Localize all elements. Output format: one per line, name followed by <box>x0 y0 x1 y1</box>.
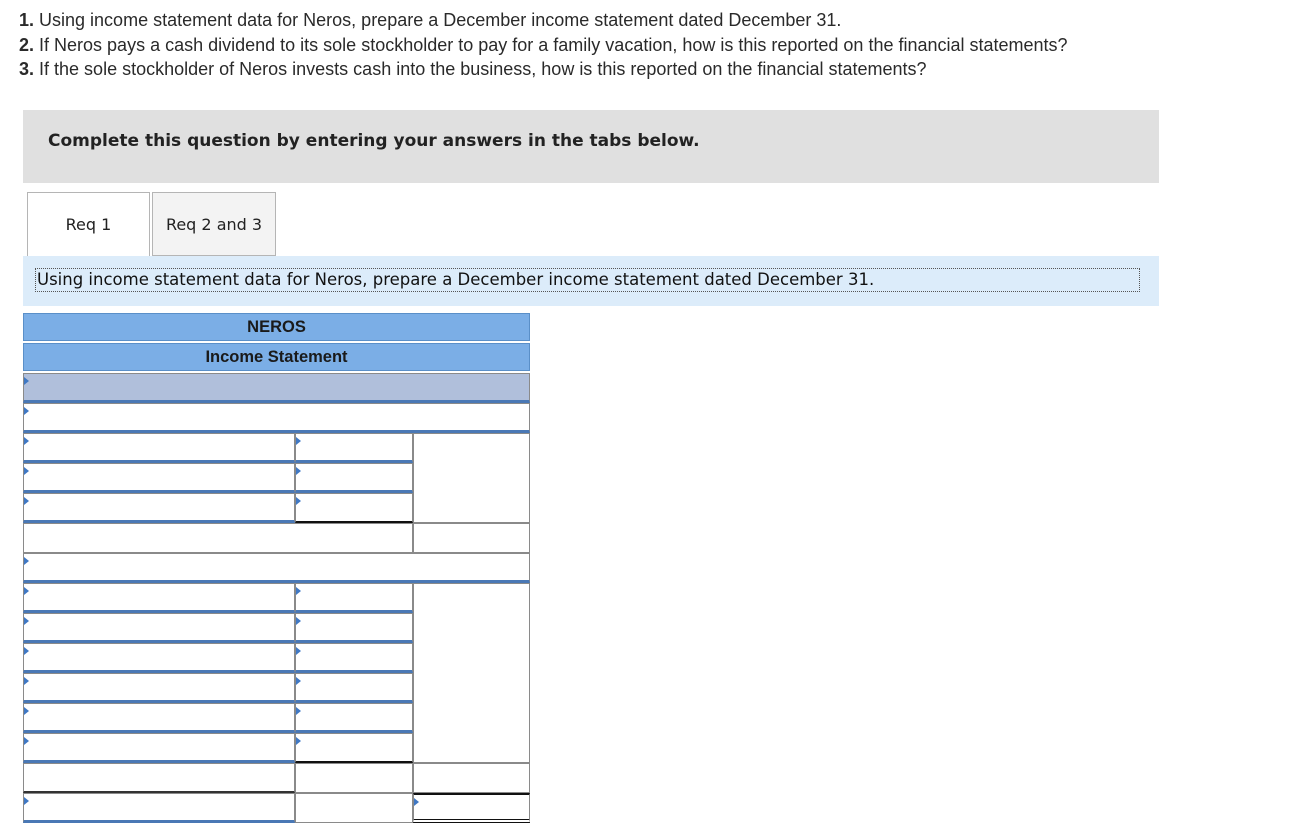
section-heading-row <box>23 403 530 433</box>
section-heading-input[interactable] <box>23 553 530 583</box>
table-row <box>23 613 530 643</box>
amount-input[interactable] <box>295 613 413 643</box>
tab-req-1[interactable]: Req 1 <box>27 192 150 256</box>
table-row <box>23 463 530 493</box>
account-input[interactable] <box>23 613 295 643</box>
section-heading-row <box>23 553 530 583</box>
question-2: 2. If Neros pays a cash dividend to its sole stockholder to pay for a family vacation, how is this reported on the financial statements? <box>19 34 1068 55</box>
net-income-label-input[interactable] <box>23 793 295 823</box>
account-input[interactable] <box>23 493 295 523</box>
requirement-banner <box>23 256 1159 306</box>
table-row <box>23 703 530 733</box>
question-3: 3. If the sole stockholder of Neros invests cash into the business, how is this reported on the financial statements? <box>19 59 927 79</box>
subtotal-label-cell <box>23 523 413 553</box>
amount-input[interactable] <box>295 703 413 733</box>
instruction-text: Complete this question by entering your answers in the tabs below. <box>48 131 700 151</box>
section-heading-input[interactable] <box>23 403 530 433</box>
table-row <box>23 733 530 763</box>
subtotal-row <box>23 523 530 553</box>
amount-input[interactable] <box>295 583 413 613</box>
amount-input[interactable] <box>295 433 413 463</box>
question-1: 1. Using income statement data for Neros, prepare a December income statement dated December 31. <box>19 10 842 30</box>
amount-input[interactable] <box>295 643 413 673</box>
table-row <box>23 643 530 673</box>
account-input[interactable] <box>23 433 295 463</box>
subtotal-total-cell[interactable] <box>413 763 530 793</box>
amount-input[interactable] <box>295 673 413 703</box>
net-income-row <box>23 793 530 823</box>
table-row <box>23 583 530 613</box>
tab-req-2-and-3[interactable]: Req 2 and 3 <box>152 192 276 256</box>
date-row <box>23 373 530 403</box>
account-input[interactable] <box>23 733 295 763</box>
net-income-amount-cell <box>295 793 413 823</box>
table-row <box>23 493 530 523</box>
account-input[interactable] <box>23 643 295 673</box>
subtotal-amount-cell <box>295 763 413 793</box>
company-name-header: NEROS <box>23 313 530 341</box>
table-row <box>23 433 530 463</box>
instruction-box <box>23 110 1159 183</box>
requirement-text: Using income statement data for Neros, prepare a December income statement dated December 31. <box>35 268 1140 292</box>
subtotal-amount-cell[interactable] <box>413 523 530 553</box>
subtotal-row <box>23 763 530 793</box>
statement-title-header: Income Statement <box>23 343 530 371</box>
amount-input[interactable] <box>295 493 413 523</box>
subtotal-label-cell <box>23 763 295 793</box>
account-input[interactable] <box>23 673 295 703</box>
amount-input[interactable] <box>295 733 413 763</box>
net-income-total-input[interactable] <box>413 793 530 823</box>
amount-input[interactable] <box>295 463 413 493</box>
question-list <box>19 8 1068 82</box>
table-row <box>23 673 530 703</box>
account-input[interactable] <box>23 703 295 733</box>
account-input[interactable] <box>23 583 295 613</box>
account-input[interactable] <box>23 463 295 493</box>
date-input[interactable] <box>23 373 530 403</box>
